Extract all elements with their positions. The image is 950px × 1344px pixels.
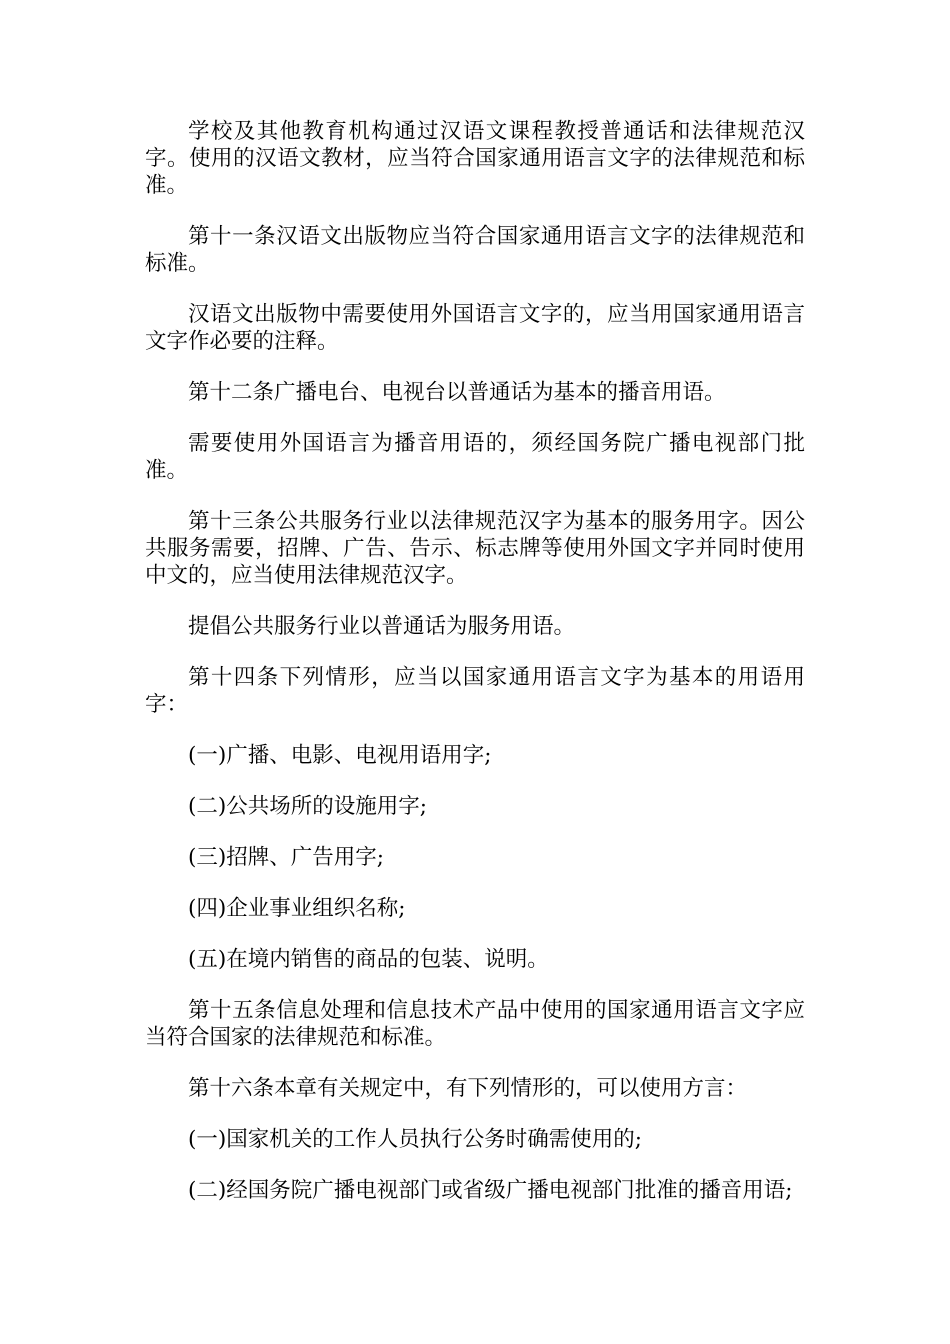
list-item: (三)招牌、广告用字; xyxy=(188,845,385,870)
paragraph: 汉语文出版物中需要使用外国语言文字的，应当用国家通用语言文字作必要的注释。 xyxy=(145,302,805,354)
paragraph: 第十三条公共服务行业以法律规范汉字为基本的服务用字。因公共服务需要，招牌、广告、告示、标志牌等使用外国文字并同时使用中文的，应当使用法律规范汉字。 xyxy=(145,509,805,588)
list-item: (一)国家机关的工作人员执行公务时确需使用的; xyxy=(188,1127,643,1152)
paragraph: 提倡公共服务行业以普通话为服务用语。 xyxy=(188,614,576,639)
paragraph: 需要使用外国语言为播音用语的，须经国务院广播电视部门批准。 xyxy=(145,431,805,483)
list-item: (二)公共场所的设施用字; xyxy=(188,794,428,819)
paragraph: 第十二条广播电台、电视台以普通话为基本的播音用语。 xyxy=(188,380,726,405)
paragraph: 第十五条信息处理和信息技术产品中使用的国家通用语言文字应当符合国家的法律规范和标准。 xyxy=(145,998,805,1050)
list-item: (五)在境内销售的商品的包装、说明。 xyxy=(188,947,549,972)
paragraph: 学校及其他教育机构通过汉语文课程教授普通话和法律规范汉字。使用的汉语文教材，应当符合国家通用语言文字的法律规范和标准。 xyxy=(145,119,805,198)
list-item: (四)企业事业组织名称; xyxy=(188,896,406,921)
list-item: (一)广播、电影、电视用语用字; xyxy=(188,743,492,768)
document-body xyxy=(145,118,805,1228)
list-item: (二)经国务院广播电视部门或省级广播电视部门批准的播音用语; xyxy=(188,1178,793,1203)
paragraph: 第十一条汉语文出版物应当符合国家通用语言文字的法律规范和标准。 xyxy=(145,224,805,276)
paragraph: 第十四条下列情形，应当以国家通用语言文字为基本的用语用字： xyxy=(145,665,805,717)
paragraph: 第十六条本章有关规定中，有下列情形的，可以使用方言： xyxy=(188,1076,748,1101)
